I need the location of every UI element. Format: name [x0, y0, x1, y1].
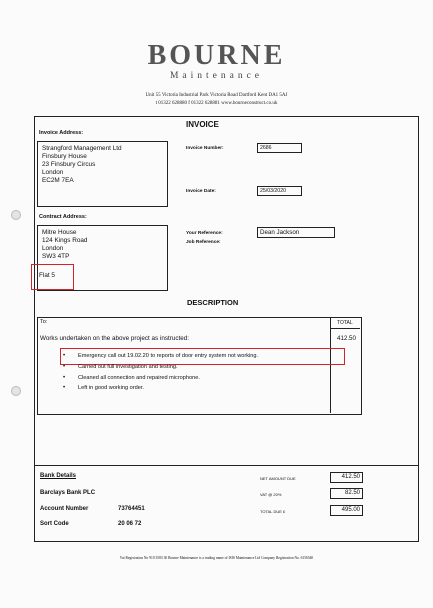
- company-logo-subname: Maintenance: [169, 71, 264, 81]
- company-address: Unit 55 Victoria Industrial Park Victoria Road Dartford Kent DA1 5AJ: [145, 93, 288, 98]
- total-due-value: 495.00: [330, 505, 363, 516]
- net-amount-label: NET AMOUNT DUE: [260, 476, 296, 481]
- invoice-title: INVOICE: [186, 120, 219, 129]
- your-reference-label: Your Reference:: [186, 231, 223, 236]
- sort-code-value: 20 06 72: [118, 521, 142, 527]
- invoice-address-line: EC2M 7EA: [42, 177, 74, 184]
- job-reference-label: Job Reference:: [186, 240, 221, 245]
- section-divider: [34, 465, 418, 466]
- punch-hole: [11, 386, 21, 396]
- bullet-dot: •: [63, 385, 66, 391]
- company-contact: t 01322 628880 f 01322 628881 www.bourneconstruct.co.uk: [155, 101, 278, 106]
- bullet-item: Cleaned all connection and repaired microphone.: [78, 375, 200, 381]
- contract-address-line: Mitre House: [42, 229, 77, 236]
- bullet-item: Emergency call out 19.02.20 to reports of door entry system not working.: [78, 353, 259, 359]
- works-intro: Works undertaken on the above project as instructed:: [40, 335, 189, 342]
- contract-address-line: 124 Kings Road: [42, 237, 88, 244]
- bullet-item: Left in good working order.: [78, 385, 144, 391]
- your-reference-value: Dean Jackson: [257, 227, 335, 238]
- punch-hole: [11, 210, 21, 220]
- vat-label: VAT @ 20%: [260, 492, 282, 497]
- invoice-date-value: 25/03/2020: [257, 186, 302, 196]
- total-due-label: TOTAL DUE £: [260, 509, 286, 514]
- bank-details-heading: Bank Details: [40, 473, 77, 479]
- invoice-address-line: 23 Finsbury Circus: [42, 161, 96, 168]
- bullet-item: Carried out full investigation and testing.: [78, 364, 178, 370]
- contract-flat: Flat 5: [39, 272, 55, 279]
- invoice-address-line: Finsbury House: [42, 153, 87, 160]
- invoice-number-label: Invoice Number:: [186, 146, 224, 151]
- table-header-divider: [330, 328, 360, 329]
- company-logo-name: BOURNE: [147, 40, 286, 71]
- description-title: DESCRIPTION: [187, 298, 239, 307]
- account-number-label: Account Number: [40, 506, 89, 512]
- bank-name: Barclays Bank PLC: [40, 490, 96, 496]
- bullet-dot: •: [63, 353, 66, 359]
- contract-address-label: Contract Address:: [39, 214, 87, 220]
- invoice-address-line: Strangford Management Ltd: [42, 145, 122, 152]
- sort-code-label: Sort Code: [40, 521, 69, 527]
- footer-registration: Vat Registration No 910 3583 30 Bourne Maintenance is a trading name of ISIS Maintenance Ltd Company Registration No. 6156540: [119, 556, 314, 560]
- table-column-divider: [330, 317, 331, 413]
- line-total: 412.50: [337, 335, 356, 342]
- bullet-dot: •: [63, 364, 66, 370]
- invoice-address-box: [37, 141, 168, 207]
- invoice-number-value: 2686: [257, 143, 302, 153]
- to-label: To:: [40, 319, 48, 325]
- contract-address-line: SW3 4TP: [42, 253, 70, 260]
- vat-value: 82.50: [330, 488, 363, 499]
- invoice-address-line: London: [42, 169, 64, 176]
- invoice-date-label: Invoice Date:: [186, 189, 216, 194]
- invoice-address-label: Invoice Address:: [39, 130, 84, 136]
- total-column-header: TOTAL: [337, 320, 353, 326]
- bullet-dot: •: [63, 375, 66, 381]
- account-number-value: 73764451: [118, 506, 145, 512]
- net-amount-value: 412.50: [330, 472, 363, 483]
- contract-address-line: London: [42, 245, 64, 252]
